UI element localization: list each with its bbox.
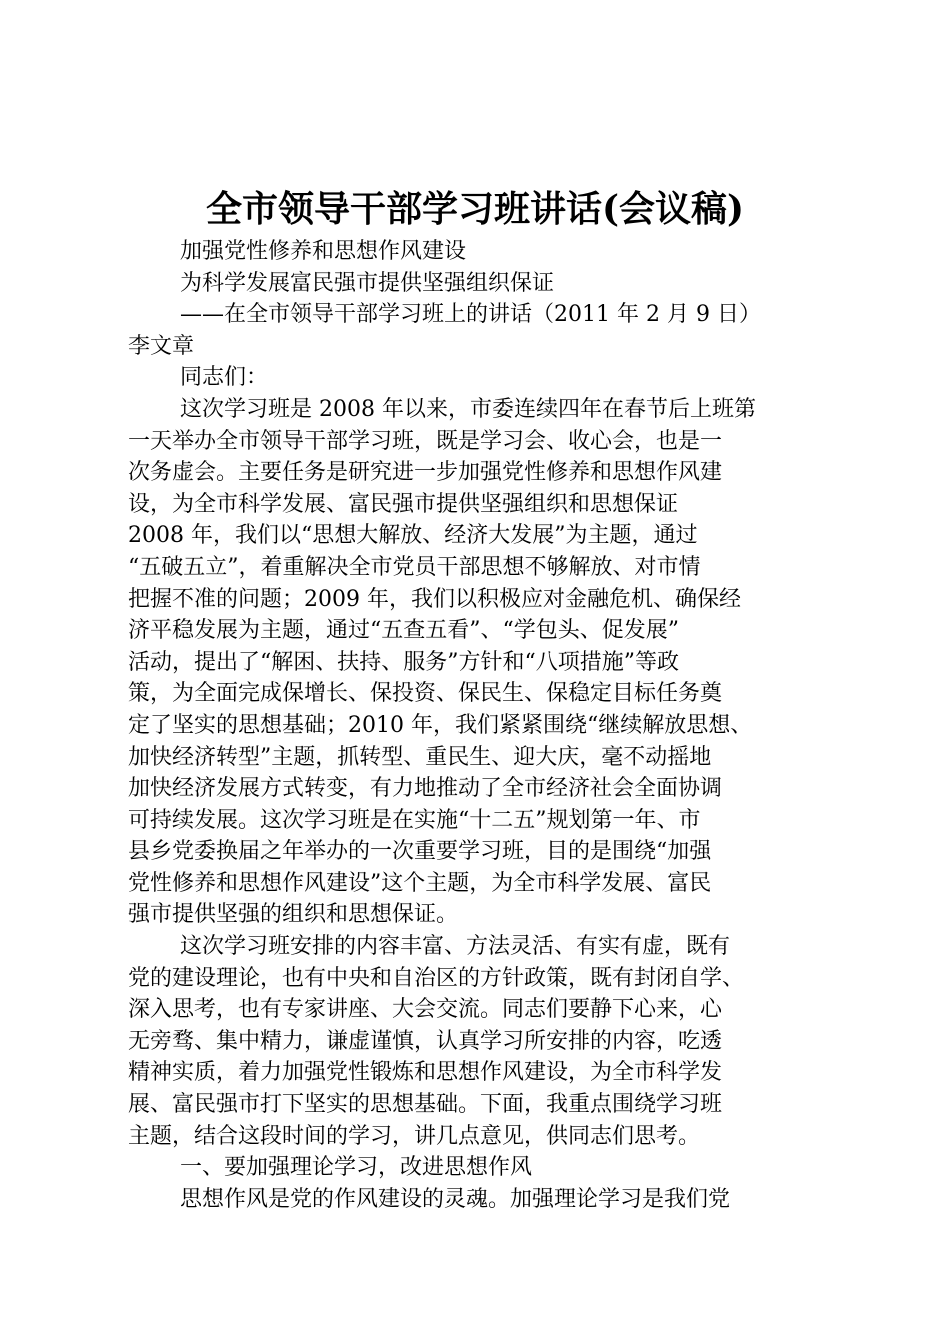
text-line: 展、富民强市打下坚实的思想基础。下面，我重点围绕学习班 [128,1092,723,1118]
document-body [128,236,828,1215]
text-line: 这次学习班安排的内容丰富、方法灵活、有实有虚，既有 [180,934,731,960]
text-line: 济平稳发展为主题，通过“五查五看”、“学包头、促发展” [128,618,679,644]
text-line: 主题，结合这段时间的学习，讲几点意见，供同志们思考。 [128,1123,701,1149]
text-line: 可持续发展。这次学习班是在实施“十二五”规划第一年、市 [128,807,701,833]
text-line: “五破五立”，着重解决全市党员干部思想不够解放、对市情 [128,554,701,580]
text-line: 设，为全市科学发展、富民强市提供坚强组织和思想保证 [128,491,679,517]
text-line: 策，为全面完成保增长、保投资、保民生、保稳定目标任务奠 [128,681,723,707]
text-line: 活动，提出了“解困、扶持、服务”方针和“八项措施”等政 [128,649,679,675]
text-line: 县乡党委换届之年举办的一次重要学习班，目的是围绕“加强 [128,839,712,865]
text-line: 一天举办全市领导干部学习班，既是学习会、收心会，也是一 [128,428,723,454]
text-line: 党性修养和思想作风建设”这个主题，为全市科学发展、富民 [128,870,712,896]
text-line: 党的建设理论，也有中央和自治区的方针政策，既有封闭自学、 [128,965,745,991]
document-title: 全市领导干部学习班讲话(会议稿) [205,188,745,230]
text-line: 李文章 [128,333,195,359]
text-line: 深入思考，也有专家讲座、大会交流。同志们要静下心来，心 [128,997,723,1023]
text-line: ——在全市领导干部学习班上的讲话（2011 年 2 月 9 日） [180,302,761,328]
text-line: 2008 年，我们以“思想大解放、经济大发展”为主题，通过 [128,523,698,549]
text-line: 为科学发展富民强市提供坚强组织保证 [180,270,555,296]
text-line: 同志们： [180,365,269,391]
text-line: 精神实质，着力加强党性锻炼和思想作风建设，为全市科学发 [128,1060,723,1086]
text-line: 强市提供坚强的组织和思想保证。 [128,902,459,928]
text-line: 这次学习班是 2008 年以来，市委连续四年在春节后上班第 [180,396,756,422]
text-line: 加强党性修养和思想作风建设 [180,239,467,264]
text-line: 思想作风是党的作风建设的灵魂。加强理论学习是我们党 [180,1186,731,1212]
text-line: 加快经济发展方式转变，有力地推动了全市经济社会全面协调 [128,776,723,802]
text-line: 一、要加强理论学习，改进思想作风 [180,1155,533,1181]
text-line: 把握不准的问题；2009 年，我们以积极应对金融危机、确保经 [128,586,741,612]
text-line: 定了坚实的思想基础；2010 年，我们紧紧围绕“继续解放思想、 [128,712,753,738]
text-line: 加快经济转型”主题，抓转型、重民生、迎大庆，毫不动摇地 [128,744,712,770]
text-line: 次务虚会。主要任务是研究进一步加强党性修养和思想作风建 [128,460,723,486]
text-line: 无旁骛、集中精力，谦虚谨慎，认真学习所安排的内容，吃透 [128,1028,723,1054]
